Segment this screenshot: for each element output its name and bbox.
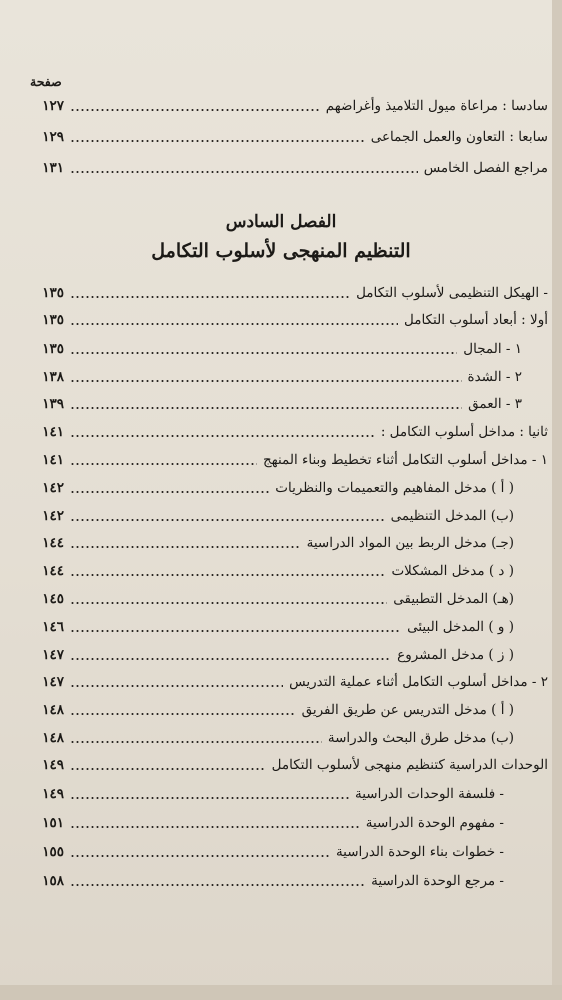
leader-dots bbox=[70, 826, 360, 828]
leader-dots bbox=[70, 171, 418, 173]
toc-entry-page: ١٥٨ bbox=[42, 873, 64, 889]
toc-entry-page: ١٤٩ bbox=[42, 757, 64, 773]
toc-entry-label: ٣ - العمق bbox=[468, 396, 522, 412]
leader-dots bbox=[70, 519, 385, 521]
toc-entry-label: ثانيا : مداخل أسلوب التكامل : bbox=[380, 424, 548, 440]
leader-dots bbox=[70, 140, 365, 142]
toc-entry-label: (هـ) المدخل التطبيقى bbox=[393, 591, 514, 607]
toc-entry-page: ١٤٨ bbox=[42, 730, 64, 746]
leader-dots bbox=[70, 463, 257, 465]
leader-dots bbox=[70, 797, 349, 799]
toc-entry bbox=[14, 367, 548, 387]
toc-entry-page: ١٤٢ bbox=[42, 480, 64, 496]
toc-entry-label: الوحدات الدراسية كتنظيم منهجى لأسلوب التكامل bbox=[271, 757, 548, 773]
page-edge-right bbox=[552, 0, 562, 1000]
toc-entry bbox=[14, 96, 548, 116]
toc-entry bbox=[14, 871, 548, 891]
toc-entry bbox=[14, 478, 548, 498]
toc-entry-page: ١٣٥ bbox=[42, 341, 64, 357]
toc-entry bbox=[14, 700, 548, 720]
toc-entry-page: ١٣٨ bbox=[42, 369, 64, 385]
toc-entry bbox=[14, 842, 548, 862]
toc-entry-page: ١٣٥ bbox=[42, 285, 64, 301]
toc-entry-page: ١٢٩ bbox=[42, 129, 64, 145]
toc-entry-page: ١٤٤ bbox=[42, 563, 64, 579]
leader-dots bbox=[70, 407, 462, 409]
toc-entry-label: ١ - المجال bbox=[463, 341, 522, 357]
toc-entry-page: ١٣١ bbox=[42, 160, 64, 176]
toc-entry bbox=[14, 561, 548, 581]
leader-dots bbox=[70, 435, 375, 437]
leader-dots bbox=[70, 323, 398, 325]
toc-entry bbox=[14, 310, 548, 330]
chapter-title: التنظيم المنهجى لأسلوب التكامل bbox=[151, 240, 411, 262]
toc-entry bbox=[14, 422, 548, 442]
toc-entry bbox=[14, 645, 548, 665]
leader-dots bbox=[70, 713, 296, 715]
leader-dots bbox=[70, 884, 365, 886]
toc-entry-page: ١٣٩ bbox=[42, 396, 64, 412]
toc-entry bbox=[14, 755, 548, 775]
toc-entry-label: (ب) مدخل طرق البحث والدراسة bbox=[327, 730, 514, 746]
toc-entry-label: سادسا : مراعاة ميول التلاميذ وأغراضهم bbox=[325, 98, 548, 114]
toc-entry bbox=[14, 158, 548, 178]
leader-dots bbox=[70, 658, 391, 660]
toc-entry bbox=[14, 533, 548, 553]
toc-entry-page: ١٥٥ bbox=[42, 844, 64, 860]
toc-entry bbox=[14, 728, 548, 748]
leader-dots bbox=[70, 602, 387, 604]
leader-dots bbox=[70, 109, 320, 111]
toc-entry-label: مراجع الفصل الخامس bbox=[423, 160, 548, 176]
toc-entry bbox=[14, 283, 548, 303]
page-column-label: صفحة bbox=[30, 74, 62, 89]
toc-entry-page: ١٤١ bbox=[42, 424, 64, 440]
toc-entry bbox=[14, 784, 548, 804]
toc-entry bbox=[14, 672, 548, 692]
toc-entry-page: ١٥١ bbox=[42, 815, 64, 831]
leader-dots bbox=[70, 380, 462, 382]
toc-entry-label: - مفهوم الوحدة الدراسية bbox=[365, 815, 504, 831]
leader-dots bbox=[70, 685, 283, 687]
toc-entry bbox=[14, 394, 548, 414]
toc-entry-page: ١٤٧ bbox=[42, 674, 64, 690]
toc-entry-page: ١٤٦ bbox=[42, 619, 64, 635]
toc-entry-page: ١٤٧ bbox=[42, 647, 64, 663]
toc-entry bbox=[14, 339, 548, 359]
toc-entry bbox=[14, 127, 548, 147]
toc-entry-label: ( د ) مدخل المشكلات bbox=[391, 563, 514, 579]
toc-entry-page: ١٢٧ bbox=[42, 98, 64, 114]
toc-entry-page: ١٤٨ bbox=[42, 702, 64, 718]
leader-dots bbox=[70, 546, 301, 548]
toc-entry-page: ١٤٢ bbox=[42, 508, 64, 524]
toc-entry-label: ( أ ) مدخل المفاهيم والتعميمات والنظريات bbox=[275, 480, 514, 496]
toc-entry-label: ٢ - الشدة bbox=[467, 369, 522, 385]
leader-dots bbox=[70, 768, 266, 770]
toc-entry-label: (جـ) مدخل الربط بين المواد الدراسية bbox=[306, 535, 514, 551]
toc-entry-label: أولا : أبعاد أسلوب التكامل bbox=[403, 312, 548, 328]
leader-dots bbox=[70, 741, 322, 743]
toc-entry-page: ١٣٥ bbox=[42, 312, 64, 328]
toc-entry-label: ( أ ) مدخل التدريس عن طريق الفريق bbox=[301, 702, 514, 718]
chapter-number: الفصل السادس bbox=[225, 212, 337, 232]
leader-dots bbox=[70, 630, 401, 632]
toc-entry bbox=[14, 506, 548, 526]
toc-entry-label: (ب) المدخل التنظيمى bbox=[390, 508, 514, 524]
toc-entry-page: ١٤٩ bbox=[42, 786, 64, 802]
toc-entry bbox=[14, 813, 548, 833]
toc-entry-page: ١٤٤ bbox=[42, 535, 64, 551]
page-edge-bottom bbox=[0, 985, 562, 1000]
toc-entry-label: - الهيكل التنظيمى لأسلوب التكامل bbox=[356, 285, 548, 301]
toc-entry bbox=[14, 617, 548, 637]
toc-entry-label: - فلسفة الوحدات الدراسية bbox=[354, 786, 504, 802]
toc-entry-label: - خطوات بناء الوحدة الدراسية bbox=[335, 844, 504, 860]
leader-dots bbox=[70, 855, 330, 857]
toc-entry-label: - مرجع الوحدة الدراسية bbox=[371, 873, 504, 889]
toc-entry-label: ٢ - مداخل أسلوب التكامل أثناء عملية التدريس bbox=[289, 674, 548, 690]
toc-entry-label: سابعا : التعاون والعمل الجماعى bbox=[370, 129, 548, 145]
toc-entry-label: ( ز ) مدخل المشروع bbox=[397, 647, 514, 663]
leader-dots bbox=[70, 491, 269, 493]
toc-entry-label: ( و ) المدخل البيئى bbox=[407, 619, 514, 635]
toc-entry bbox=[14, 589, 548, 609]
toc-entry-page: ١٤١ bbox=[42, 452, 64, 468]
toc-entry-page: ١٤٥ bbox=[42, 591, 64, 607]
leader-dots bbox=[70, 296, 350, 298]
toc-entry-label: ١ - مداخل أسلوب التكامل أثناء تخطيط وبناء المنهج bbox=[263, 452, 548, 468]
leader-dots bbox=[70, 574, 385, 576]
toc-entry bbox=[14, 450, 548, 470]
leader-dots bbox=[70, 352, 457, 354]
